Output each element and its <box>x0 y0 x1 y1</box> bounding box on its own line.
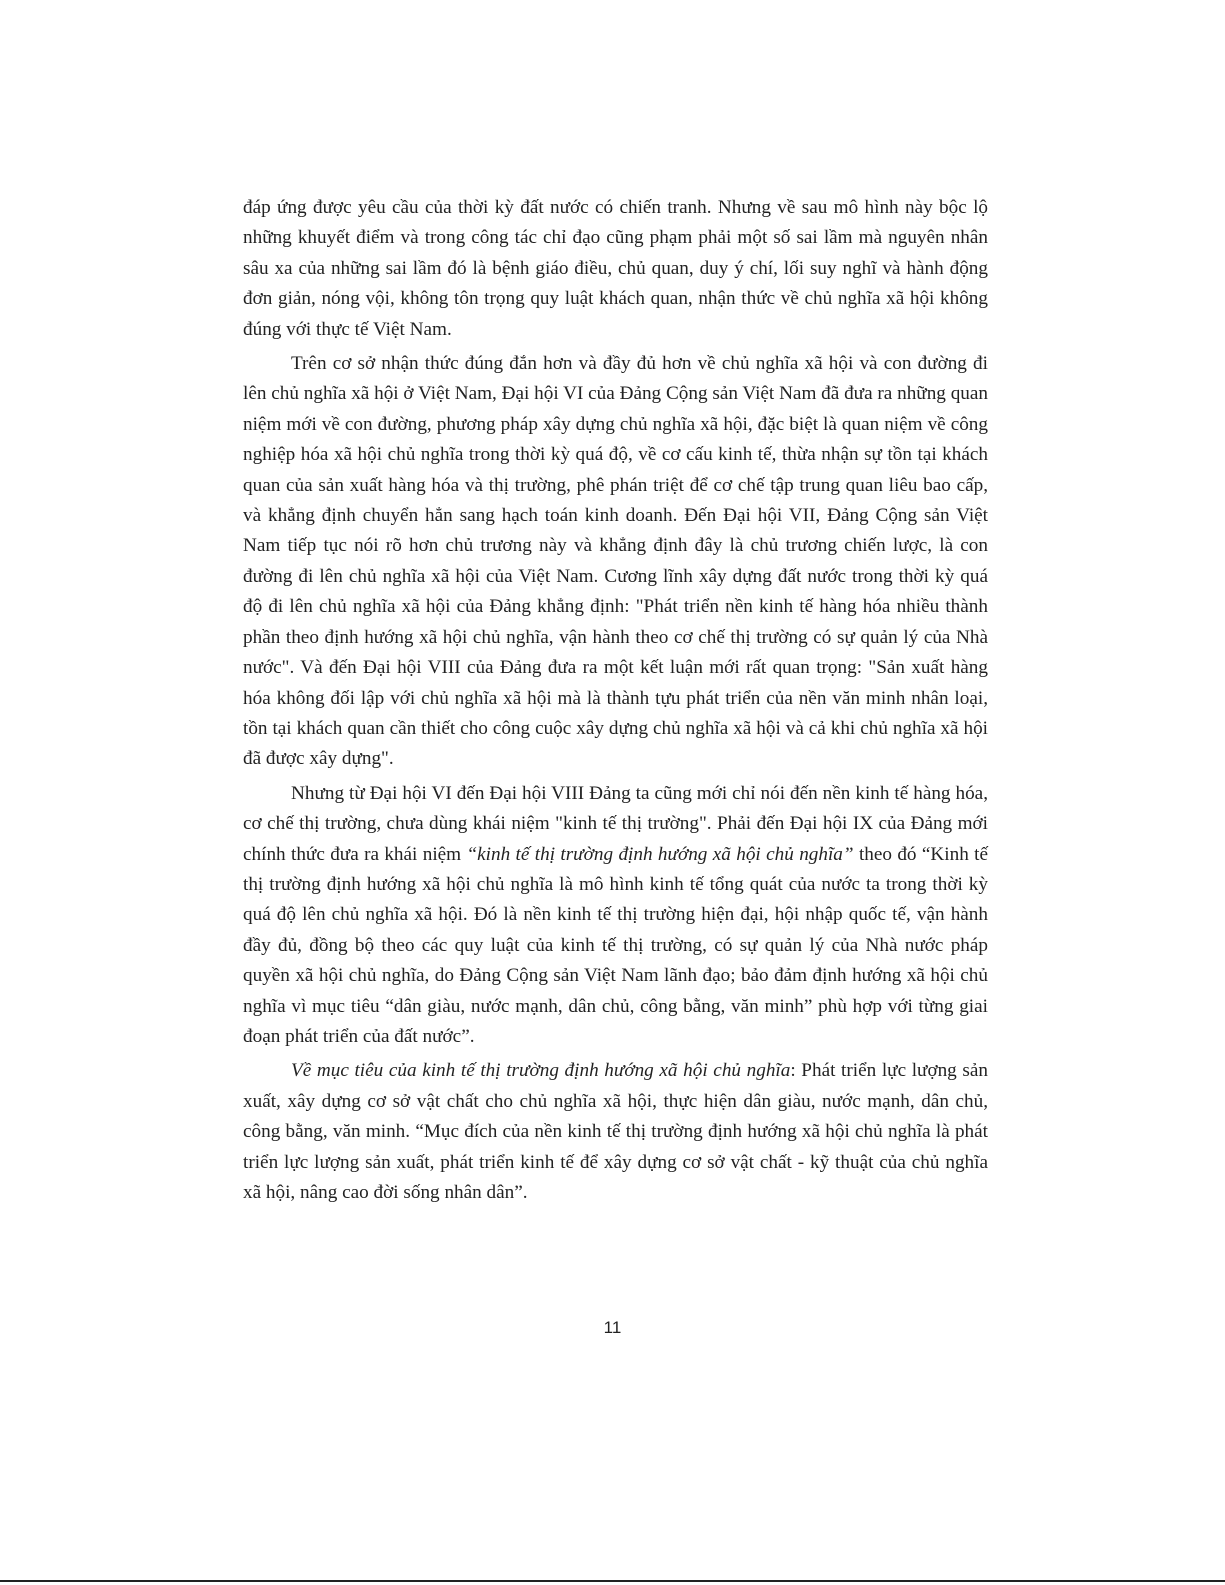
page-number: 11 <box>603 1318 622 1337</box>
paragraph-1 <box>243 193 988 345</box>
paragraph-3-italic-term: “kinh tế thị trường định hướng xã hội chủ nghĩa” <box>466 843 854 865</box>
paragraph-4-italic-heading: Về mục tiêu của kinh tế thị trường định hướng xã hội chủ nghĩa <box>291 1060 791 1082</box>
paragraph-2 <box>243 349 988 775</box>
body-text <box>243 193 988 1212</box>
paragraph-3-text-start: Nhưng từ Đại hội VI đến Đại hội VIII Đảng ta cũng mới chỉ nói đến nền kinh tế hàng hóa, cơ chế thị trường, chưa dùng khái niệm "kinh tế thị trường". Phải đến Đại hội IX của Đảng mới chính thức đưa ra khái niệm <box>243 782 988 865</box>
paragraph-2-text: Trên cơ sở nhận thức đúng đắn hơn và đầy đủ hơn về chủ nghĩa xã hội và con đường đi lên chủ nghĩa xã hội ở Việt Nam, Đại hội VI của Đảng Cộng sản Việt Nam đã đưa ra những quan niệm mới về con đường, phương pháp xây dựng chủ nghĩa xã hội, đặc biệt là quan niệm về công nghiệp hóa xã hội chủ nghĩa trong thời kỳ quá độ, về cơ cấu kinh tế, thừa nhận sự tồn tại khách quan của sản xuất hàng hóa và thị trường, phê phán triệt để cơ chế tập trung quan liêu bao cấp, và khẳng định chuyển hẳn sang hạch toán kinh doanh. Đến Đại hội VII, Đảng Cộng sản Việt Nam tiếp tục nói rõ hơn chủ trương này và khẳng định đây là chủ trương chiến lược, là con đường đi lên chủ nghĩa xã hội của Việt Nam. Cương lĩnh xây dựng đất nước trong thời kỳ quá độ đi lên chủ nghĩa xã hội của Đảng khẳng định: "Phát triển nền kinh tế hàng hóa nhiều thành phần theo định hướng xã hội chủ nghĩa, vận hành theo cơ chế thị trường có sự quản lý của Nhà nước". Và đến Đại hội VIII của Đảng đưa ra một kết luận mới rất quan trọng: "Sản xuất hàng hóa không đối lập với chủ nghĩa xã hội mà là thành tựu phát triển của nền văn minh nhân loại, tồn tại khách quan cần thiết cho công cuộc xây dựng chủ nghĩa xã hội và cả khi chủ nghĩa xã hội đã được xây dựng". <box>243 353 988 770</box>
paragraph-3 <box>243 779 988 1053</box>
paragraph-4 <box>243 1056 988 1208</box>
paragraph-3-text-end: theo đó “Kinh tế thị trường định hướng xã hội chủ nghĩa là mô hình kinh tế tổng quát của nước ta trong thời kỳ quá độ lên chủ nghĩa xã hội. Đó là nền kinh tế thị trường hiện đại, hội nhập quốc tế, vận hành đầy đủ, đồng bộ theo các quy luật của kinh tế thị trường, có sự quản lý của Nhà nước pháp quyền xã hội chủ nghĩa, do Đảng Cộng sản Việt Nam lãnh đạo; bảo đảm định hướng xã hội chủ nghĩa vì mục tiêu “dân giàu, nước mạnh, dân chủ, công bằng, văn minh” phù hợp với từng giai đoạn phát triển của đất nước”. <box>243 843 988 1047</box>
paragraph-1-text: đáp ứng được yêu cầu của thời kỳ đất nước có chiến tranh. Nhưng về sau mô hình này bộc lộ những khuyết điểm và trong công tác chỉ đạo cũng phạm phải một số sai lầm mà nguyên nhân sâu xa của những sai lầm đó là bệnh giáo điều, chủ quan, duy ý chí, lối suy nghĩ và hành động đơn giản, nóng vội, không tôn trọng quy luật khách quan, nhận thức về chủ nghĩa xã hội không đúng với thực tế Việt Nam. <box>243 197 988 340</box>
paragraph-4-text: : Phát triển lực lượng sản xuất, xây dựng cơ sở vật chất cho chủ nghĩa xã hội, thực hiện dân giàu, nước mạnh, dân chủ, công bằng, văn minh. “Mục đích của nền kinh tế thị trường định hướng xã hội chủ nghĩa là phát triển lực lượng sản xuất, phát triển kinh tế để xây dựng cơ sở vật chất - kỹ thuật của chủ nghĩa xã hội, nâng cao đời sống nhân dân”. <box>243 1060 988 1203</box>
bottom-border-line <box>0 1580 1225 1582</box>
